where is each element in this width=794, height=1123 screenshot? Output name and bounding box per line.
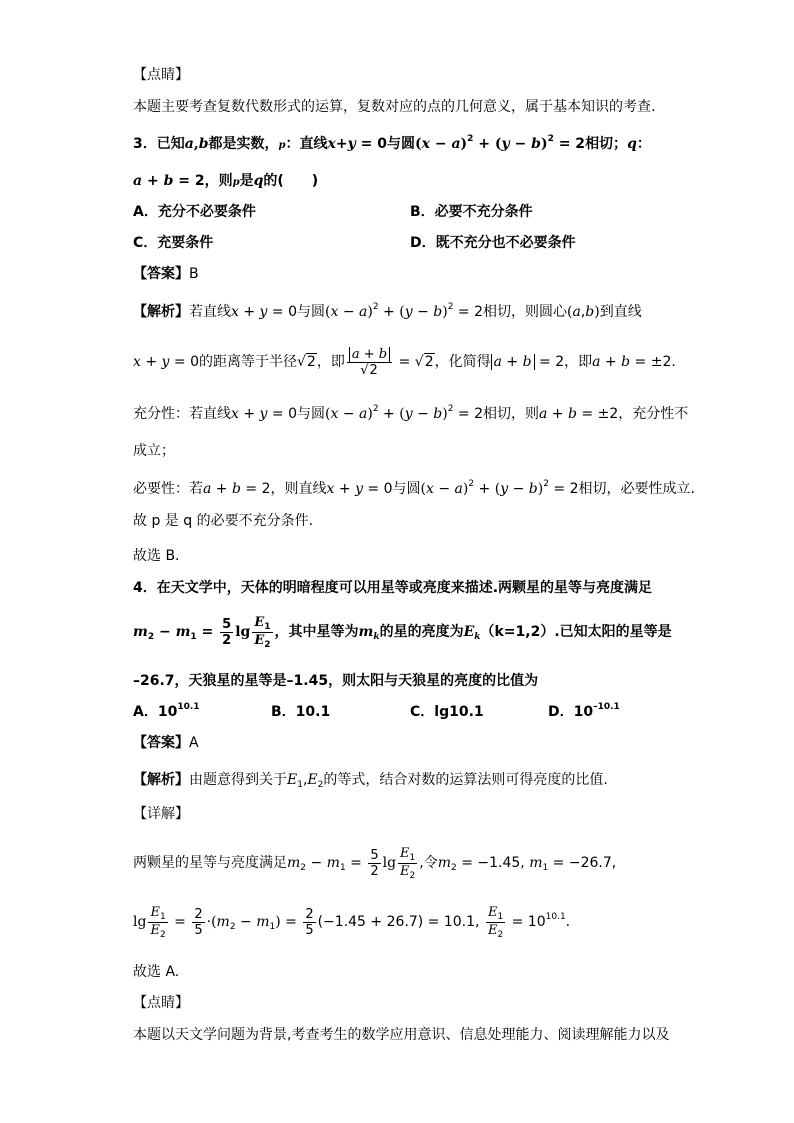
q4-choose: 故选 A. (133, 964, 180, 980)
q4-detail-line1: 两颗星的星等与亮度满足$m_2 - m_1$ = $\frac{5}{2}$ lg $\frac{E_1}{E_2}$ ,令$m_2 = -1.45$, $m_1 = -26.7$, (133, 845, 617, 881)
q4-option-a: A．$10^{10.1}$ (133, 702, 200, 720)
q4-option-d: D．$10^{-10.1}$ (548, 702, 620, 720)
q4-option-c: C．lg10.1 (410, 704, 484, 720)
q4-stem-line1: 4．在天文学中，天体的明暗程度可以用星等或亮度来描述.两颗星的星等与亮度满足 (133, 580, 653, 596)
q4-stem-line2: $m_2 - m_1$ = $\frac{5}{2}$ lg $\frac{E_1}{E_2}$ ，其中星等为$m_k$的星的亮度为$E_k(k=1,2)$.已知太阳的星等是 (133, 614, 672, 650)
q4-option-b: B．10.1 (271, 704, 331, 720)
q4-detail-header: 【详解】 (133, 806, 189, 822)
q4-answer: 【答案】A (133, 735, 199, 751)
q4-point-header: 【点睛】 (133, 995, 189, 1011)
q3-option-a: A．充分不必要条件 (133, 204, 256, 220)
q4-detail-line2: lg $\frac{E_1}{E_2}$ = $\frac{2}{5}$ $\cdot(m_2 - m_1)$ = $\frac{2}{5}$ (−1.45 + 26.7) = 10.1, $\frac{E_1}{E_2}$ = $10^{10.1}$. (133, 904, 571, 940)
q3-stem-line2: a + b = 2，则p是q的( ) (133, 173, 319, 189)
q3-conclusion: 故 p 是 q 的必要不充分条件. (133, 513, 314, 529)
q3-choose: 故选 B. (133, 548, 180, 564)
q3-answer: 【答案】B (133, 266, 199, 282)
q3-option-c: C．充要条件 (133, 235, 214, 251)
point-header: 【点睛】 (133, 67, 189, 83)
q3-stem-line1: 3．已知a,b都是实数，p：直线x+y = 0与圆$(x - a)^2 + (y - b)^2 = 2$相切；q： (133, 134, 651, 152)
point-text: 本题主要考查复数代数形式的运算，复数对应的点的几何意义，属于基本知识的考查. (133, 99, 656, 115)
q3-sufficiency-line2: 成立； (133, 443, 175, 459)
q4-stem-line3: –26.7，天狼星的星等是–1.45，则太阳与天狼星的亮度的比值为 (133, 673, 539, 689)
q4-point-text: 本题以天文学问题为背景,考查考生的数学应用意识、信息处理能力、阅读理解能力以及 (133, 1027, 670, 1043)
q3-necessity: 必要性：若a + b = 2，则直线x + y = 0与圆$(x - a)^2 + (y - b)^2 = 2$相切，必要性成立. (133, 479, 695, 497)
q3-sufficiency-line1: 充分性：若直线x + y = 0与圆$(x - a)^2 + (y - b)^2 = 2$相切，则a + b = ±2，充分性不 (133, 404, 689, 422)
q3-analysis-line2: x + y = 0的距离等于半径√2，即 $\frac{a + b}{√2}$ = √2，化简得 a + b = 2，即a + b = ±2. (133, 346, 676, 378)
q3-analysis-line1: 【解析】若直线x + y = 0与圆$(x - a)^2 + (y - b)^2 = 2$相切，则圆心(a,b)到直线 (133, 302, 642, 320)
q3-option-d: D．既不充分也不必要条件 (410, 235, 576, 251)
q4-analysis: 【解析】由题意得到关于$E_1,E_2$的等式，结合对数的运算法则可得亮度的比值. (133, 772, 608, 790)
q3-option-b: B．必要不充分条件 (410, 204, 533, 220)
